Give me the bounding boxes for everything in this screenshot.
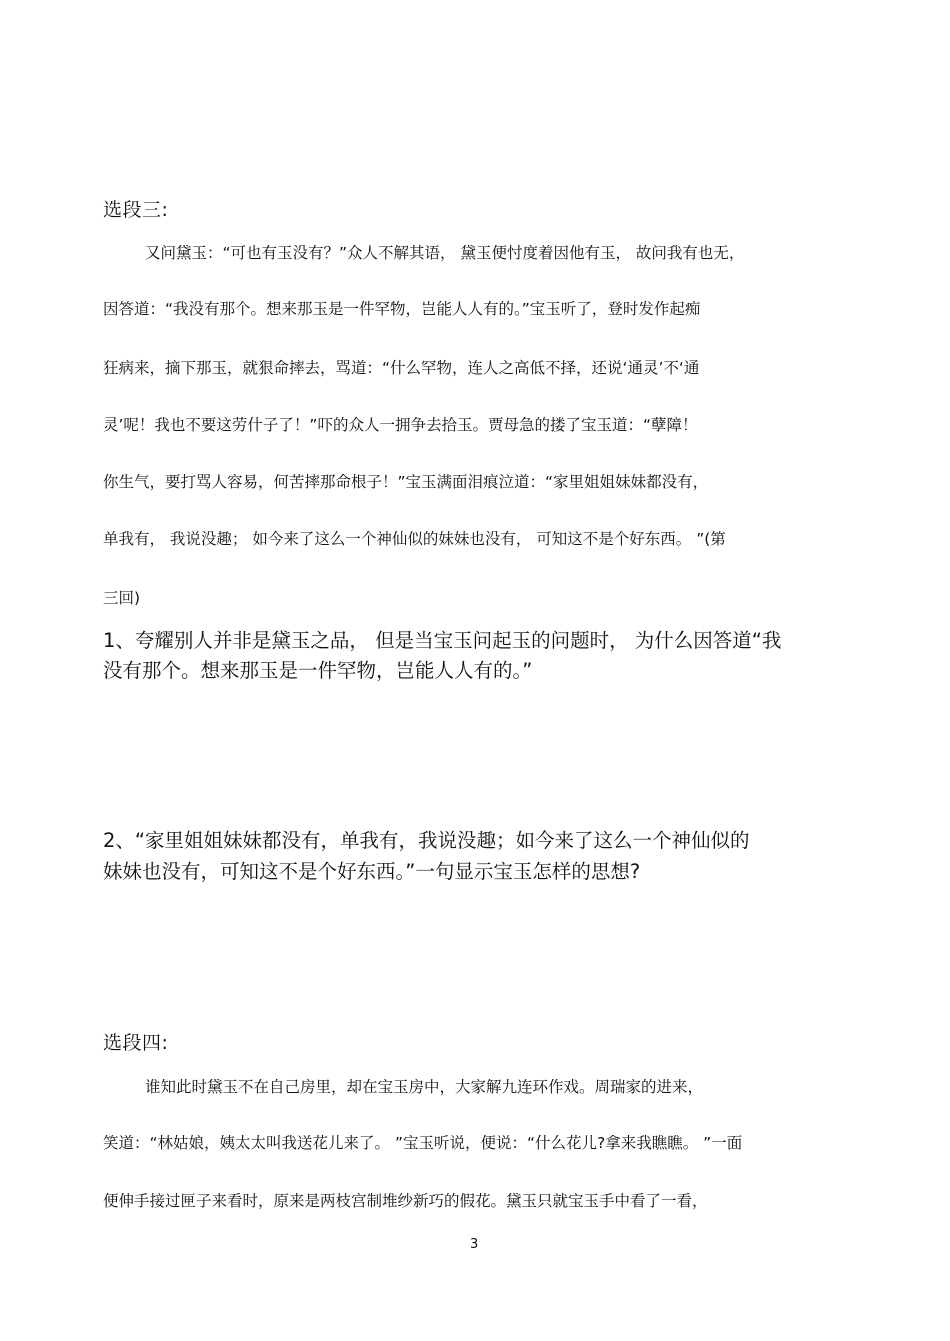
question-1-line-1: 1、夸耀别人并非是黛玉之品， 但是当宝玉问起玉的问题时， 为什么因答道“我 bbox=[103, 629, 782, 652]
section-4-line-2: 笑道：“林姑娘，姨太太叫我送花儿来了。 ”宝玉听说，便说：“什么花儿?拿来我瞧瞧。 ”一面 bbox=[103, 1134, 743, 1152]
section-4-line-3: 便伸手接过匣子来看时，原来是两枝宫制堆纱新巧的假花。黛玉只就宝玉手中看了一看， bbox=[103, 1192, 708, 1210]
question-2-line-1: 2、“家里姐姐妹妹都没有，单我有，我说没趣；如今来了这么一个神仙似的 bbox=[103, 829, 750, 852]
question-2-line-2: 妹妹也没有，可知这不是个好东西。”一句显示宝玉怎样的思想? bbox=[103, 860, 641, 883]
section-3-heading: 选段三: bbox=[103, 199, 169, 221]
section-3-line-3: 狂病来，摘下那玉，就狠命摔去，骂道：“什么罕物，连人之高低不择，还说‘通灵’不‘通 bbox=[103, 359, 700, 377]
page-number: 3 bbox=[470, 1237, 479, 1252]
section-3-line-5: 你生气，要打骂人容易，何苦摔那命根子！”宝玉满面泪痕泣道：“家里姐姐妹妹都没有， bbox=[103, 473, 709, 491]
section-3-line-6: 单我有， 我说没趣； 如今来了这么一个神仙似的妹妹也没有， 可知这不是个好东西。 ”(第 bbox=[103, 530, 726, 548]
section-3-line-1: 又问黛玉：“可也有玉没有？”众人不解其语， 黛玉便忖度着因他有玉， 故问我有也无， bbox=[145, 244, 745, 262]
section-3-line-7: 三回) bbox=[103, 589, 141, 607]
section-4-heading: 选段四: bbox=[103, 1032, 169, 1054]
section-3-line-4: 灵’呢！我也不要这劳什子了！”吓的众人一拥争去拾玉。贾母急的搂了宝玉道：“孽障！ bbox=[103, 416, 698, 434]
section-4-line-1: 谁知此时黛玉不在自己房里，却在宝玉房中，大家解九连环作戏。周瑞家的进来， bbox=[145, 1078, 704, 1096]
question-1-line-2: 没有那个。想来那玉是一件罕物，岂能人人有的。” bbox=[103, 659, 533, 682]
section-3-line-2: 因答道：“我没有那个。想来那玉是一件罕物，岂能人人有的。”宝玉听了，登时发作起痴 bbox=[103, 300, 701, 318]
